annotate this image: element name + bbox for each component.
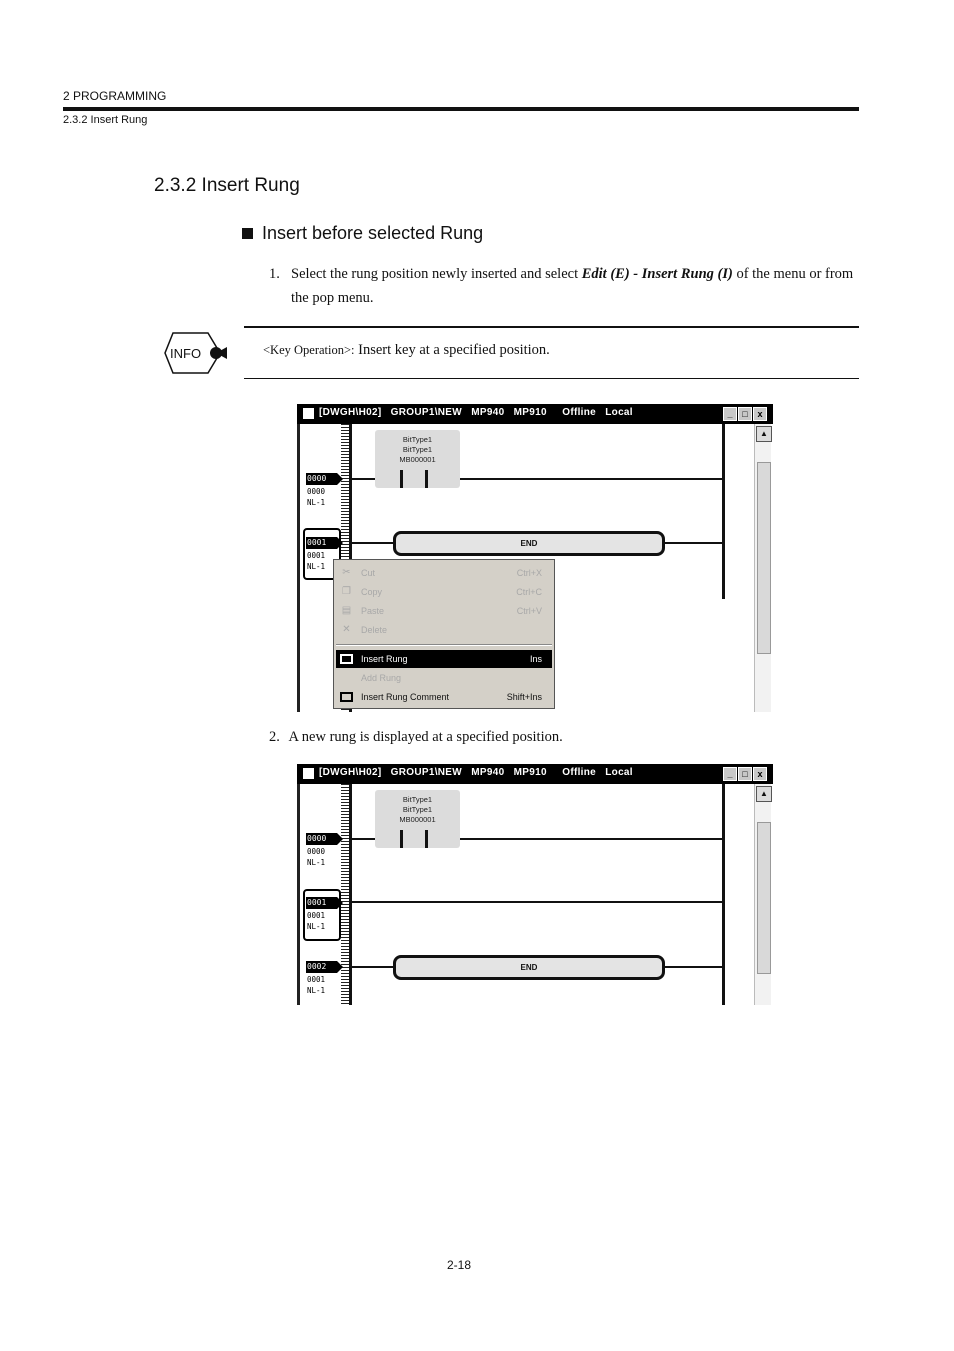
menu-item-cut[interactable]: [336, 564, 552, 582]
context-menu: [333, 559, 555, 709]
menu-item-add-rung[interactable]: [336, 669, 552, 687]
menu-item-label: Cut: [361, 568, 376, 578]
contact-symbol: [400, 830, 428, 848]
step-text: A new rung is displayed at a specified position.: [288, 729, 563, 745]
contact-address: MB000001: [399, 815, 436, 824]
cut-icon: ✂: [342, 567, 351, 578]
step-text-before: Select the rung position newly inserted and select: [291, 266, 582, 282]
maximize-button[interactable]: □: [738, 407, 752, 421]
header-rule: [63, 107, 859, 111]
window-left-edge: [297, 424, 300, 712]
contact-symbol: [400, 470, 428, 488]
menu-item-label: Add Rung: [361, 673, 402, 683]
rung-step: 0001: [307, 975, 326, 984]
menu-item-delete[interactable]: [336, 621, 552, 639]
rung-nl: NL-1: [307, 858, 326, 867]
window-title: [DWGH\H02] GROUP1\NEW MP940 MP910 Offline Local: [319, 767, 633, 778]
window-titlebar: [297, 404, 773, 424]
step-number: 2.: [269, 729, 280, 745]
rung-number-tag[interactable]: 0002: [306, 961, 337, 973]
window-system-icon[interactable]: [303, 408, 314, 419]
close-button[interactable]: x: [753, 407, 767, 421]
info-rule-bottom: [244, 378, 859, 379]
step-text-after: of the menu or from the pop menu.: [291, 266, 854, 306]
menu-item-label: Copy: [361, 587, 383, 597]
menu-item-label: Insert Rung Comment: [361, 692, 450, 702]
end-instruction[interactable]: END: [393, 531, 665, 556]
menu-item-shortcut: Ins: [529, 654, 542, 664]
copy-icon: ❐: [342, 586, 351, 597]
menu-item-shortcut: Ctrl+X: [516, 568, 542, 578]
step-2: [269, 725, 563, 749]
menu-item-insert-rung-comment[interactable]: [336, 688, 552, 706]
contact-label-2: BitType1: [402, 805, 433, 814]
contact-label-2: BitType1: [402, 445, 433, 454]
menu-item-label: Paste: [361, 606, 385, 616]
paste-icon: ▤: [341, 605, 352, 616]
header-chapter: 2 PROGRAMMING: [63, 89, 167, 103]
window-system-icon[interactable]: [303, 768, 314, 779]
info-text: [263, 342, 550, 359]
rung-step: 0001: [307, 551, 326, 560]
rung-nl: NL-1: [307, 986, 326, 995]
section-title: 2.3.2 Insert Rung: [154, 175, 300, 196]
menu-item-paste[interactable]: [336, 602, 552, 620]
window-title: [DWGH\H02] GROUP1\NEW MP940 MP910 Offline Local: [319, 407, 633, 418]
window-titlebar: [297, 764, 773, 784]
step-1: [269, 262, 859, 310]
end-instruction[interactable]: END: [393, 955, 665, 980]
header-section: 2.3.2 Insert Rung: [63, 114, 148, 126]
contact-address: MB000001: [399, 455, 436, 464]
menu-item-label: Insert Rung: [361, 654, 408, 664]
step-emphasis: Edit (E) - Insert Rung (I): [581, 266, 733, 282]
step-number: 1.: [269, 266, 280, 282]
info-rule-top: [244, 326, 859, 328]
ladder-window-before: [297, 404, 773, 712]
info-icon: [164, 332, 230, 374]
menu-item-copy[interactable]: [336, 583, 552, 601]
rung-step: 0001: [307, 911, 326, 920]
subheading: [242, 223, 483, 244]
info-key-label: <Key Operation>:: [263, 343, 355, 357]
window-left-edge: [297, 784, 300, 1005]
close-button[interactable]: x: [753, 767, 767, 781]
rung-number-tag[interactable]: 0000: [306, 473, 337, 485]
delete-icon: ✕: [342, 624, 351, 635]
rung-nl: NL-1: [307, 498, 326, 507]
rung-nl: NL-1: [307, 922, 326, 931]
menu-item-shortcut: Ctrl+C: [516, 587, 542, 597]
new-rung-line[interactable]: [351, 901, 723, 903]
square-bullet-icon: [242, 228, 253, 239]
rung-nl: NL-1: [307, 562, 326, 571]
maximize-button[interactable]: □: [738, 767, 752, 781]
rung-step: 0000: [307, 847, 326, 856]
menu-item-label: Delete: [361, 625, 388, 635]
menu-item-insert-rung[interactable]: [336, 650, 552, 668]
step-text: [291, 262, 859, 310]
menu-separator: [336, 644, 552, 646]
minimize-button[interactable]: _: [723, 407, 737, 421]
right-power-rail: [722, 784, 725, 1005]
ladder-window-after: [297, 764, 773, 1005]
scroll-thumb[interactable]: [757, 822, 771, 974]
subheading-text: Insert before selected Rung: [262, 223, 484, 243]
menu-item-shortcut: Ctrl+V: [516, 606, 542, 616]
info-icon-label: INFO: [170, 346, 202, 361]
contact-label-1: BitType1: [402, 435, 433, 444]
minimize-button[interactable]: _: [723, 767, 737, 781]
insert-rung-icon: [340, 654, 353, 664]
rung-number-tag[interactable]: 0000: [306, 833, 337, 845]
scroll-up-button[interactable]: ▲: [756, 426, 772, 442]
menu-item-shortcut: Shift+Ins: [506, 692, 542, 702]
scroll-up-button[interactable]: ▲: [756, 786, 772, 802]
rung-number-tag[interactable]: 0001: [306, 897, 337, 909]
insert-rung-comment-icon: [340, 692, 353, 702]
right-power-rail: [722, 424, 725, 599]
contact-label-1: BitType1: [402, 795, 433, 804]
left-power-rail: [349, 784, 352, 1005]
vertical-scrollbar[interactable]: [754, 424, 771, 712]
scroll-thumb[interactable]: [757, 462, 771, 654]
vertical-scrollbar[interactable]: [754, 784, 771, 1005]
info-body: Insert key at a specified position.: [354, 342, 550, 358]
rung-step: 0000: [307, 487, 326, 496]
rung-number-tag[interactable]: 0001: [306, 537, 337, 549]
page-number: 2-18: [447, 1258, 472, 1272]
